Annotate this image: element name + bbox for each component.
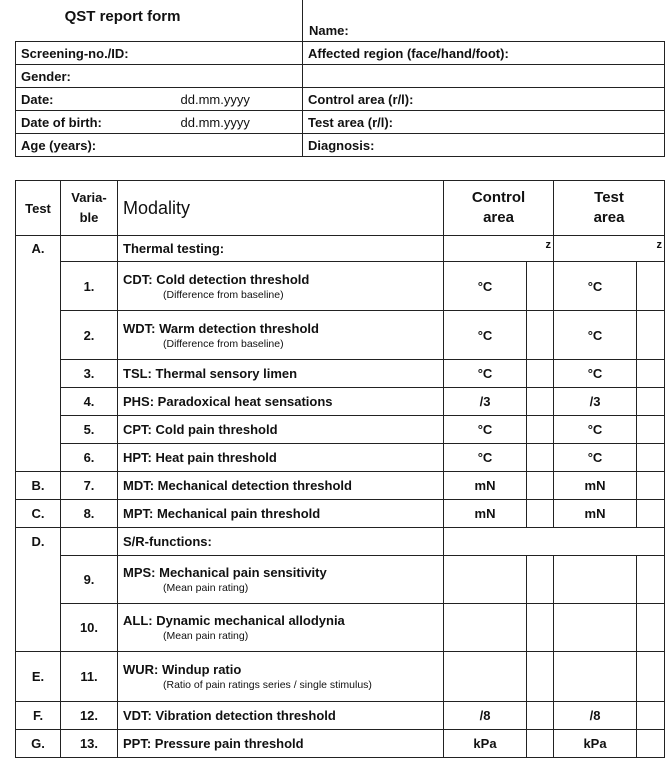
modality-name: PHS: Paradoxical heat sensations (118, 388, 444, 416)
modality-name: VDT: Vibration detection threshold (118, 702, 444, 730)
test-unit-cell[interactable]: mN (554, 500, 637, 528)
screening-id-field[interactable]: Screening-no./ID: (16, 42, 303, 65)
section-a-spacer (16, 388, 61, 416)
test-z-cell[interactable] (637, 262, 665, 311)
test-value-cell[interactable] (554, 556, 637, 604)
affected-region-field[interactable]: Affected region (face/hand/foot): (303, 42, 665, 65)
control-z-label: z (545, 239, 552, 251)
header-test-area-line2: area (593, 209, 625, 226)
test-z-cell[interactable] (637, 652, 665, 702)
modality-name: HPT: Heat pain threshold (118, 444, 444, 472)
control-value-cell[interactable] (444, 604, 527, 652)
control-z-cell[interactable] (527, 416, 554, 444)
date-label: Date: (21, 91, 54, 107)
section-e-letter: E. (16, 652, 61, 702)
section-a-letter: A. (16, 236, 61, 262)
name-field-label[interactable]: Name: (309, 23, 349, 38)
dob-label: Date of birth: (21, 114, 102, 130)
test-unit-cell[interactable]: °C (554, 360, 637, 388)
row-number: 11. (61, 652, 118, 702)
test-unit-cell[interactable]: /3 (554, 388, 637, 416)
header-test-area (554, 181, 665, 236)
row-number: 10. (61, 604, 118, 652)
test-z-cell[interactable] (637, 311, 665, 360)
control-unit-cell[interactable]: mN (444, 472, 527, 500)
test-z-header (554, 236, 665, 262)
modality-note: (Difference from baseline) (163, 337, 284, 350)
section-d-spacer (16, 604, 61, 652)
test-unit-cell[interactable]: mN (554, 472, 637, 500)
control-z-cell[interactable] (527, 444, 554, 472)
control-z-cell[interactable] (527, 500, 554, 528)
header-variable-line2: ble (79, 210, 99, 225)
section-a-var-cell (61, 236, 118, 262)
modality-name: CDT: Cold detection threshold (123, 271, 310, 287)
dob-format-hint: dd.mm.yyyy (180, 114, 250, 130)
control-z-cell[interactable] (527, 360, 554, 388)
section-d-var-cell (61, 528, 118, 556)
control-z-cell[interactable] (527, 652, 554, 702)
test-z-cell[interactable] (637, 500, 665, 528)
test-z-cell[interactable] (637, 416, 665, 444)
modality-note: (Mean pain rating) (163, 630, 249, 642)
modality-name: ALL: Dynamic mechanical allodynia (123, 613, 345, 628)
test-area-field[interactable]: Test area (r/l): (303, 111, 665, 134)
row-number: 3. (61, 360, 118, 388)
header-divider (302, 0, 303, 41)
section-a-spacer (16, 416, 61, 444)
modality-name: MDT: Mechanical detection threshold (118, 472, 444, 500)
control-unit-cell[interactable]: °C (444, 262, 527, 311)
test-unit-cell[interactable]: /8 (554, 702, 637, 730)
header-variable-line1: Varia- (71, 190, 107, 205)
row-number: 1. (61, 262, 118, 311)
qst-results-table (15, 180, 665, 758)
test-z-cell[interactable] (637, 360, 665, 388)
modality-name: TSL: Thermal sensory limen (118, 360, 444, 388)
form-title: QST report form (64, 8, 181, 25)
control-value-cell[interactable] (444, 556, 527, 604)
test-z-cell[interactable] (637, 730, 665, 758)
section-d-spacer (16, 556, 61, 604)
control-z-cell[interactable] (527, 556, 554, 604)
control-z-cell[interactable] (527, 730, 554, 758)
date-format-hint: dd.mm.yyyy (180, 91, 250, 107)
modality-name: WDT: Warm detection threshold (123, 320, 319, 336)
patient-info-table (15, 41, 665, 157)
section-f-letter: F. (16, 702, 61, 730)
control-z-cell[interactable] (527, 604, 554, 652)
modality-note: (Ratio of pain ratings series / single stimulus) (163, 679, 372, 691)
modality-name: PPT: Pressure pain threshold (118, 730, 444, 758)
row-number: 4. (61, 388, 118, 416)
section-d-letter: D. (16, 528, 61, 556)
test-z-cell[interactable] (637, 444, 665, 472)
row-number: 6. (61, 444, 118, 472)
section-a-spacer (16, 311, 61, 360)
row-number: 9. (61, 556, 118, 604)
control-value-cell[interactable] (444, 652, 527, 702)
gender-field[interactable]: Gender: (16, 65, 303, 88)
test-unit-cell[interactable]: °C (554, 444, 637, 472)
diagnosis-field[interactable]: Diagnosis: (303, 134, 665, 157)
header-test: Test (16, 181, 61, 236)
control-z-cell[interactable] (527, 262, 554, 311)
test-z-cell[interactable] (637, 702, 665, 730)
control-unit-cell[interactable]: mN (444, 500, 527, 528)
header-modality: Modality (118, 181, 444, 236)
section-a-spacer (16, 262, 61, 311)
test-value-cell[interactable] (554, 604, 637, 652)
section-b-letter: B. (16, 472, 61, 500)
modality-name: CPT: Cold pain threshold (118, 416, 444, 444)
test-z-cell[interactable] (637, 472, 665, 500)
date-field[interactable] (16, 88, 303, 111)
test-unit-cell[interactable]: kPa (554, 730, 637, 758)
row-number: 13. (61, 730, 118, 758)
modality-cell (118, 652, 444, 702)
section-a-spacer (16, 444, 61, 472)
section-g-letter: G. (16, 730, 61, 758)
section-c-letter: C. (16, 500, 61, 528)
test-z-cell[interactable] (637, 556, 665, 604)
row-number: 8. (61, 500, 118, 528)
test-unit-cell[interactable]: °C (554, 311, 637, 360)
row-number: 5. (61, 416, 118, 444)
modality-cell (118, 262, 444, 311)
empty-info-cell[interactable] (303, 65, 665, 88)
test-z-label: z (656, 239, 663, 251)
test-z-cell[interactable] (637, 604, 665, 652)
modality-cell (118, 311, 444, 360)
modality-cell (118, 556, 444, 604)
control-unit-cell[interactable]: °C (444, 416, 527, 444)
modality-note: (Mean pain rating) (163, 582, 249, 594)
modality-note: (Difference from baseline) (163, 288, 284, 301)
modality-name: MPT: Mechanical pain threshold (118, 500, 444, 528)
age-field[interactable]: Age (years): (16, 134, 303, 157)
test-z-cell[interactable] (637, 388, 665, 416)
section-d-title: S/R-functions: (118, 528, 444, 556)
row-number: 2. (61, 311, 118, 360)
section-a-title: Thermal testing: (118, 236, 444, 262)
control-unit-cell[interactable]: /3 (444, 388, 527, 416)
control-z-cell[interactable] (527, 472, 554, 500)
dob-field[interactable] (16, 111, 303, 134)
control-unit-cell[interactable]: /8 (444, 702, 527, 730)
test-unit-cell[interactable]: °C (554, 262, 637, 311)
control-unit-cell[interactable]: kPa (444, 730, 527, 758)
control-area-field[interactable]: Control area (r/l): (303, 88, 665, 111)
control-unit-cell[interactable]: °C (444, 444, 527, 472)
modality-cell (118, 604, 444, 652)
control-z-cell[interactable] (527, 388, 554, 416)
header-variable (61, 181, 118, 236)
control-z-cell[interactable] (527, 702, 554, 730)
control-z-header (444, 236, 554, 262)
section-a-spacer (16, 360, 61, 388)
modality-name: WUR: Windup ratio (123, 662, 242, 677)
header-test-area-line1: Test (594, 189, 624, 206)
control-z-cell[interactable] (527, 311, 554, 360)
control-unit-cell[interactable]: °C (444, 311, 527, 360)
test-value-cell[interactable] (554, 652, 637, 702)
header-control-line1: Control (471, 189, 526, 206)
control-unit-cell[interactable]: °C (444, 360, 527, 388)
row-number: 7. (61, 472, 118, 500)
test-unit-cell[interactable]: °C (554, 416, 637, 444)
header-control-line2: area (483, 209, 514, 226)
header-control-area (444, 181, 554, 236)
modality-name: MPS: Mechanical pain sensitivity (123, 565, 327, 580)
section-d-blank (444, 528, 665, 556)
row-number: 12. (61, 702, 118, 730)
